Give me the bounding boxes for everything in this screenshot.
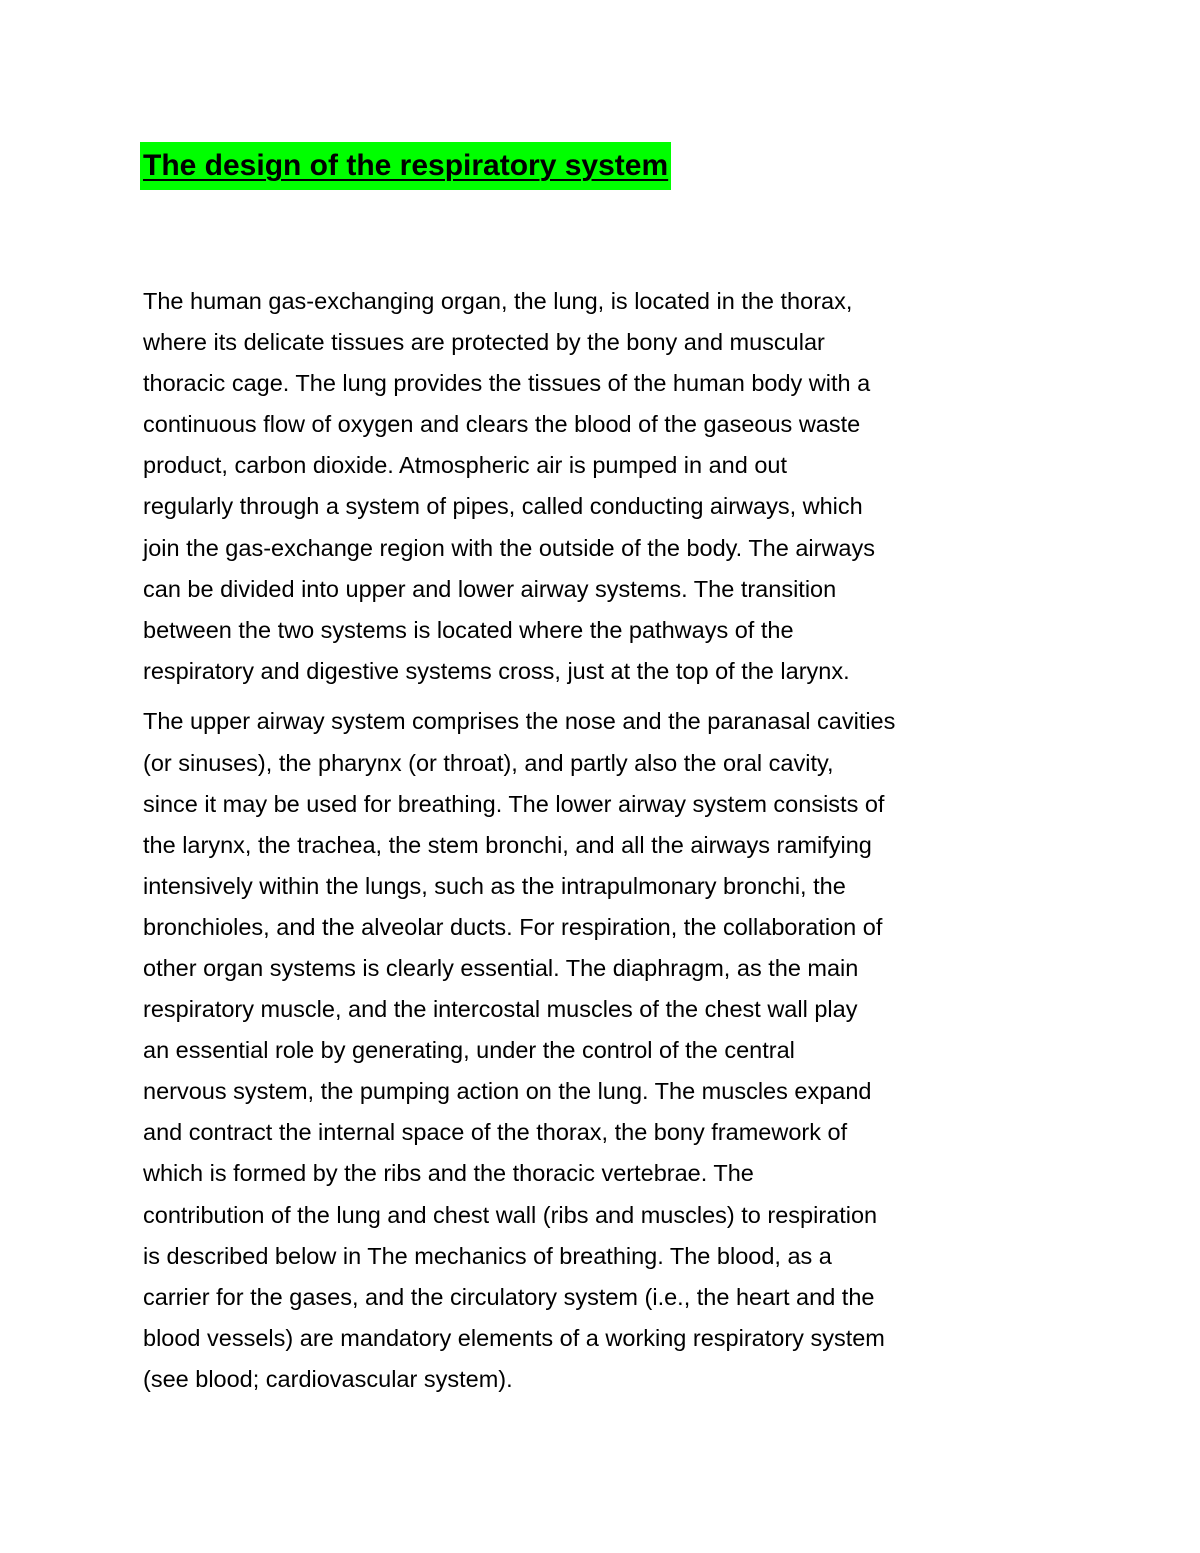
paragraph-line: carrier for the gases, and the circulatory system (i.e., the heart and the xyxy=(143,1283,875,1310)
paragraph-line: (see blood; cardiovascular system). xyxy=(143,1365,513,1392)
paragraph-line: is described below in The mechanics of breathing. The blood, as a xyxy=(143,1242,832,1269)
paragraph-line: (or sinuses), the pharynx (or throat), and partly also the oral cavity, xyxy=(143,749,834,776)
paragraph-line: can be divided into upper and lower airway systems. The transition xyxy=(143,575,837,602)
paragraph-line: where its delicate tissues are protected by the bony and muscular xyxy=(143,329,825,356)
paragraph-line: respiratory muscle, and the intercostal muscles of the chest wall play xyxy=(143,996,858,1023)
paragraph-line: nervous system, the pumping action on the lung. The muscles expand xyxy=(143,1078,872,1105)
paragraph-line: respiratory and digestive systems cross, just at the top of the larynx. xyxy=(143,657,850,684)
paragraph-line: blood vessels) are mandatory elements of a working respiratory system xyxy=(143,1324,885,1351)
document-body xyxy=(143,281,1083,1400)
paragraph xyxy=(143,701,1083,1400)
paragraph-line: contribution of the lung and chest wall (ribs and muscles) to respiration xyxy=(143,1201,878,1228)
paragraph-line: The human gas-exchanging organ, the lung, is located in the thorax, xyxy=(143,288,853,314)
paragraph-line: intensively within the lungs, such as the intrapulmonary bronchi, the xyxy=(143,872,846,899)
paragraph-line: thoracic cage. The lung provides the tissues of the human body with a xyxy=(143,370,871,397)
paragraph-line: bronchioles, and the alveolar ducts. For respiration, the collaboration of xyxy=(143,913,883,940)
paragraph-line: product, carbon dioxide. Atmospheric air is pumped in and out xyxy=(143,452,788,479)
paragraph-line: the larynx, the trachea, the stem bronchi, and all the airways ramifying xyxy=(143,831,872,858)
paragraph-line: regularly through a system of pipes, called conducting airways, which xyxy=(143,493,863,520)
title-heading xyxy=(140,142,671,190)
paragraph-line: join the gas-exchange region with the outside of the body. The airways xyxy=(143,534,875,561)
paragraph-line: which is formed by the ribs and the thoracic vertebrae. The xyxy=(143,1160,754,1187)
paragraph-line: and contract the internal space of the thorax, the bony framework of xyxy=(143,1119,848,1146)
paragraph-line: The upper airway system comprises the nose and the paranasal cavities xyxy=(143,708,896,735)
paragraph-line: since it may be used for breathing. The lower airway system consists of xyxy=(143,790,885,817)
paragraph-line: continuous flow of oxygen and clears the blood of the gaseous waste xyxy=(143,411,861,438)
paragraph-line: between the two systems is located where the pathways of the xyxy=(143,616,794,643)
paragraph-line: other organ systems is clearly essential. The diaphragm, as the main xyxy=(143,955,859,981)
document-title: The design of the respiratory system xyxy=(140,142,671,190)
paragraph xyxy=(143,281,1083,692)
paragraph-line: an essential role by generating, under the control of the central xyxy=(143,1037,795,1064)
